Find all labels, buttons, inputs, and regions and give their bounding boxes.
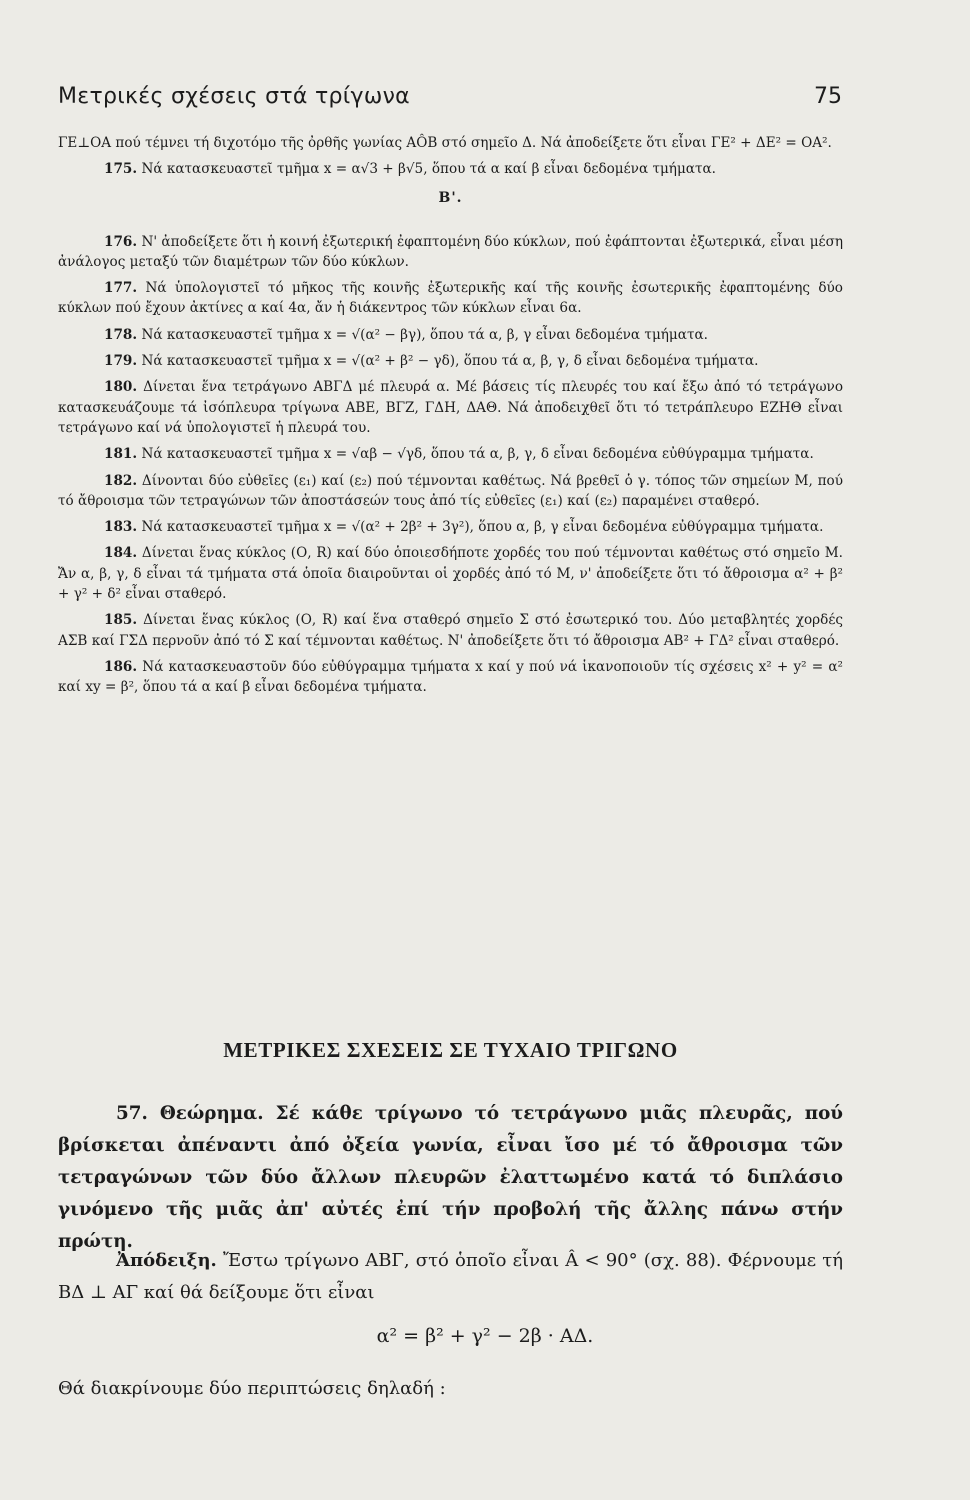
- exercise-item: 184. Δίνεται ἕνας κύκλος (Ο, R) καί δύο ὁποιεσδήποτε χορδές του πού τέμνονται καθέτως στό σημεῖο Μ. Ἄν α, β, γ, δ εἶναι τά τμήματα στά ὁποῖα διαιροῦνται οἱ χορδές ἀπό τό Μ, ν' ἀποδείξετε ὅτι τό ἄθροισμα α² + β² + γ² + δ² εἶναι σταθερό.: [58, 545, 843, 603]
- exercise-item: 181. Νά κατασκευαστεῖ τμῆμα x = √αβ − √γδ, ὅπου τά α, β, γ, δ εἶναι δεδομένα εὐθύγραμμα τμήματα.: [104, 446, 814, 463]
- exercise-item: 177. Νά ὑπολογιστεῖ τό μῆκος τῆς κοινῆς ἐξωτερικῆς καί τῆς κοινῆς ἐσωτερικῆς ἐφαπτομένης δύο κύκλων πού ἔχουν ἀκτίνες α καί 4α, ἄν ἡ διάκεντρος τῶν κύκλων εἶναι 6α.: [58, 280, 843, 317]
- exercise-item: 183. Νά κατασκευαστεῖ τμῆμα x = √(α² + 2β² + 3γ²), ὅπου α, β, γ εἶναι δεδομένα εὐθύγραμμα τμήματα.: [104, 519, 824, 536]
- closing-sentence: Θά διακρίνουμε δύο περιπτώσεις δηλαδή :: [58, 1378, 446, 1399]
- proof-text: Ἔστω τρίγωνο ΑΒΓ, στό ὁποῖο εἶναι Â < 90° (σχ. 88). Φέρνουμε τή ΒΔ ⊥ ΑΓ καί θά δείξουμε ὅτι εἶναι: [58, 1250, 843, 1303]
- chapter-title: ΜΕΤΡΙΚΕΣ ΣΧΕΣΕΙΣ ΣΕ ΤΥΧΑΙΟ ΤΡΙΓΩΝΟ: [223, 1038, 678, 1062]
- exercise-item: 175. Νά κατασκευαστεῖ τμῆμα x = α√3 + β√5, ὅπου τά α καί β εἶναι δεδομένα τμήματα.: [104, 161, 716, 178]
- page-header: [58, 84, 842, 118]
- exercise-item: 186. Νά κατασκευαστοῦν δύο εὐθύγραμμα τμήματα x καί y πού νά ἱκανοποιοῦν τίς σχέσεις x² + y² = α² καί xy = β², ὅπου τά α καί β εἶναι δεδομένα τμήματα.: [58, 658, 843, 696]
- exercise-item: 180. Δίνεται ἕνα τετράγωνο ΑΒΓΔ μέ πλευρά α. Μέ βάσεις τίς πλευρές του καί ἔξω ἀπό τό τετράγωνο κατασκευάζουμε τά ἰσόπλευρα τρίγωνα ΑΒΕ, ΒΓΖ, ΓΔΗ, ΔΑΘ. Νά ἀποδειχθεῖ ὅτι τό τετράπλευρο ΕΖΗΘ εἶναι τετράγωνο καί νά ὑπολογιστεῖ ἡ πλευρά του.: [58, 379, 844, 436]
- theorem-block: [58, 1098, 843, 1258]
- exercise-item: 179. Νά κατασκευαστεῖ τμῆμα x = √(α² + β² − γδ), ὅπου τά α, β, γ, δ εἶναι δεδομένα τμήματα.: [104, 353, 759, 370]
- exercise-item: 185. Δίνεται ἕνας κύκλος (Ο, R) καί ἕνα σταθερό σημεῖο Σ στό ἐσωτερικό του. Δύο μεταβλητές χορδές ΑΣΒ καί ΓΣΔ περνοῦν ἀπό τό Σ καί τέμνονται καθέτως. Ν' ἀποδείξετε ὅτι τό ἄθροισμα ΑΒ² + ΓΔ² εἶναι σταθερό.: [58, 612, 843, 649]
- proof-block: [58, 1245, 843, 1309]
- page-number: 75: [814, 84, 842, 109]
- exercise-item: 176. Ν' ἀποδείξετε ὅτι ἡ κοινή ἐξωτερική ἐφαπτομένη δύο κύκλων, πού ἐφάπτονται ἐξωτερικά, εἶναι μέση ἀνάλογος μεταξύ τῶν διαμέτρων τῶν δύο κύκλων.: [58, 233, 843, 270]
- main-formula: α² = β² + γ² − 2β · ΑΔ.: [376, 1325, 594, 1347]
- theorem-text: Σέ κάθε τρίγωνο τό τετράγωνο μιᾶς πλευρᾶς, πού βρίσκεται ἀπέναντι ἀπό ὀξεία γωνία, εἶναι ἴσο μέ τό ἄθροισμα τῶν τετραγώνων τῶν δύο ἄλλων πλευρῶν ἐλαττωμένο κατά τό διπλάσιο γινόμενο τῆς μιᾶς ἀπ' αὐτές ἐπί τήν προβολή τῆς ἄλλης πάνω στήν πρώτη.: [58, 1103, 843, 1252]
- exercise-item: 178. Νά κατασκευαστεῖ τμῆμα x = √(α² − βγ), ὅπου τά α, β, γ εἶναι δεδομένα τμήματα.: [104, 326, 708, 343]
- exercise-item: 182. Δίνονται δύο εὐθεῖες (ε₁) καί (ε₂) πού τέμνονται καθέτως. Νά βρεθεῖ ὁ γ. τόπος τῶν σημείων Μ, πού τό ἄθροισμα τῶν τετραγώνων τῶν ἀποστάσεών τους ἀπό τίς εὐθεῖες (ε₁) καί (ε₂) παραμένει σταθερό.: [58, 472, 843, 509]
- section-b-label: Β'.: [438, 189, 463, 206]
- exercise-list: [58, 133, 843, 698]
- running-title: Μετρικές σχέσεις στά τρίγωνα: [58, 84, 410, 109]
- proof-label: Ἀπόδειξη.: [116, 1250, 217, 1271]
- exercise-item: ΓΕ⊥ΟΑ πού τέμνει τή διχοτόμο τῆς ὀρθῆς γωνίας ΑÔΒ στό σημεῖο Δ. Νά ἀποδείξετε ὅτι εἶναι ΓΕ² + ΔΕ² = ΟΑ².: [58, 135, 832, 151]
- theorem-label: 57. Θεώρημα.: [116, 1103, 264, 1124]
